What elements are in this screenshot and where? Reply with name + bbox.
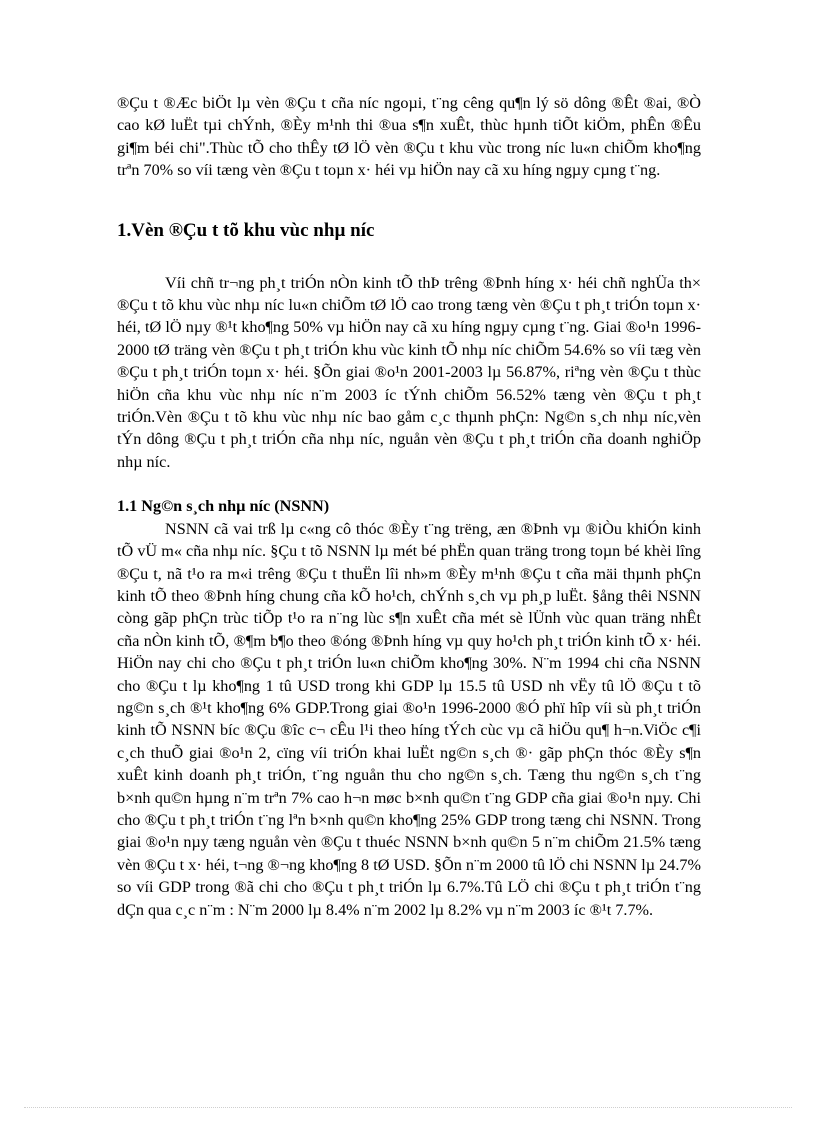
section-paragraph: Víi chñ tr¬ng ph¸t triÓn nÒn kinh tÕ thÞ trêng ®Þnh híng x· héi chñ nghÜa th× ®Çu t tõ khu vùc nhµ níc lu«n chiÕm tØ lÖ cao trong tæng vèn ®Çu t ph¸t triÓn toµn x· héi, tØ lÖ nµy ®¹t kho¶ng 50% vµ hiÖn nay cã xu híng ngµy cµng t¨ng. Giai ®o¹n 1996-2000 tØ träng vèn ®Çu t ph¸t triÓn khu vùc kinh tÕ nhµ níc chiÕm 54.6% so víi tæg vèn ®Çu t ph¸t triÓn toµn x· héi. §Õn giai ®o¹n 2001-2003 lµ 56.87%, riªng vèn ®Çu t thùc hiÖn cña khu vùc nhµ níc n¨m 2003 íc tÝnh chiÕm 56.52% tæng vèn ®Çu t ph¸t triÓn.Vèn ®Çu t tõ khu vùc nhµ níc bao gåm c¸c thµnh phÇn: Ng©n s¸ch nhµ níc,vèn tÝn dông ®Çu t ph¸t triÓn cña nhµ níc, nguån vèn ®Çu t ph¸t triÓn cña doanh nghiÖp nhµ níc. [117,273,701,471]
intro-paragraph: ®Çu t ®Æc biÖt lµ vèn ®Çu t cña níc ngoµi, t¨ng cêng qu¶n lý sö dông ®Êt ®ai, ®Ò cao kØ luËt tµi chÝnh, ®Èy m¹nh thi ®ua s¶n xuÊt, thùc hµnh tiÕt kiÖm, phÊn ®Êu gi¶m béi chi".Thùc tÕ cho thÊy tØ lÖ vèn ®Çu t khu vùc trong níc lu«n chiÕm kho¶ng trªn 70% so víi tæng vèn ®Çu t toµn x· héi vµ hiÖn nay cã xu híng ngµy cµng t¨ng. [117,94,701,180]
subsection-heading: 1.1 Ng©n s¸ch nhµ níc (NSNN) [117,497,330,516]
section-heading: 1.Vèn ®Çu t tõ khu vùc nhµ níc [117,219,375,241]
document-body [117,92,701,921]
subsection-paragraph: NSNN cã vai trß lµ c«ng cô thóc ®Èy t¨ng trëng, æn ®Þnh vµ ®iÒu khiÓn kinh tÕ vÜ m« cña nhµ níc. §Çu t tõ NSNN lµ mét bé phËn quan träng trong toµn bé khèi lîng ®Çu t, nã t¹o ra m«i trêng ®Çu t thuËn lîi nh»m ®Èy m¹nh ®Çu t cña mäi thµnh phÇn kinh tÕ theo ®Þnh híng chung cña kÕ ho¹ch, chÝnh s¸ch vµ ph¸p luËt. §ång thêi NSNN còng gãp phÇn trùc tiÕp t¹o ra n¨ng lùc s¶n xuÊt cña mét sè lÜnh vùc quan träng nhÊt cña nÒn kinh tÕ, ®¶m b¶o theo ®óng ®Þnh híng vµ quy ho¹ch ph¸t triÓn kinh tÕ x· héi. HiÖn nay chi cho ®Çu t ph¸t triÓn lu«n chiÕm kho¶ng 30%. N¨m 1994 chi cña NSNN cho ®Çu t lµ kho¶ng 1 tû USD trong khi GDP lµ 15.5 tû USD nh vËy tû lÖ ®Çu t tõ ng©n s¸ch ®¹t kho¶ng 6% GDP.Trong giai ®o¹n 1996-2000 ®Ó phï hîp víi sù ph¸t triÓn kinh tÕ NSNN bíc ®Çu ®îc c¬ cÊu l¹i theo híng tÝch cùc vµ cã hiÖu qu¶ h¬n.ViÖc c¶i c¸ch thuÕ giai ®o¹n 2, cïng víi triÓn khai luËt ng©n s¸ch ®· gãp phÇn thóc ®Èy s¶n xuÊt kinh doanh ph¸t triÓn, t¨ng nguån thu cho ng©n s¸ch. Tæng thu ng©n s¸ch t¨ng b×nh qu©n hµng n¨m trªn 7% cao h¬n møc b×nh qu©n t¨ng GDP cña giai ®o¹n nµy. Chi cho ®Çu t ph¸t triÓn t¨ng lªn b×nh qu©n kho¶ng 25% GDP trong tæng chi NSNN. Trong giai ®o¹n nµy tæng nguån vèn ®Çu t thuéc NSNN b×nh qu©n 5 n¨m chiÕm 21.5% tæng vèn ®Çu t x· héi, t¬ng ®¬ng kho¶ng 8 tØ USD. §Õn n¨m 2000 tû lÖ chi NSNN lµ 24.7% so víi GDP trong ®ã chi cho ®Çu t ph¸t triÓn lµ 6.7%.Tû LÖ chi ®Çu t ph¸t triÓn t¨ng dÇn qua c¸c n¨m : N¨m 2000 lµ 8.4% n¨m 2002 lµ 8.2% vµ n¨m 2003 íc ®¹t 7.7%. [117,519,701,919]
page-bottom-divider [24,1107,792,1108]
